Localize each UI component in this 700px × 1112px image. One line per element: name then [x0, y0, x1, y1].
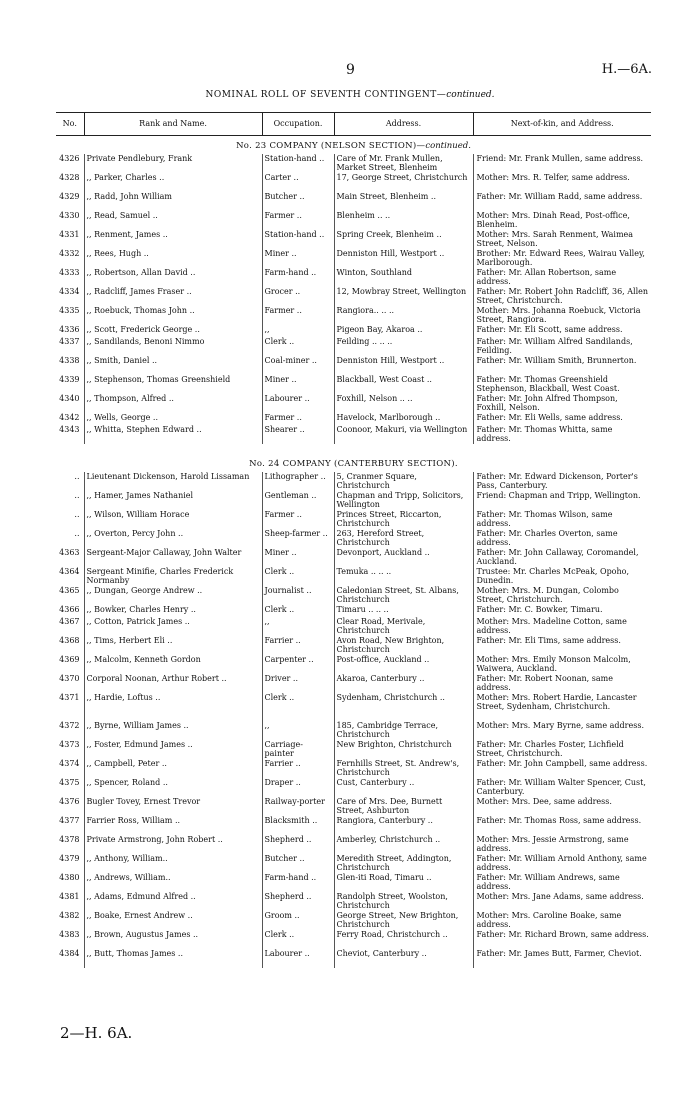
cell-no: 4342 — [59, 413, 80, 422]
table-row — [56, 636, 651, 655]
cell-occ: Farmer .. — [262, 306, 334, 325]
cell-addr: 17, George Street, Christchurch — [334, 173, 473, 192]
cell-addr: Akaroa, Canterbury .. — [334, 674, 473, 693]
roll-title-text: NOMINAL ROLL OF SEVENTH CONTINGENT— — [205, 90, 447, 100]
cell-no: .. — [74, 491, 80, 500]
cell-kin: Father: Mr. William Alfred Sandilands, Feilding. — [473, 337, 651, 356]
cell-name: Bugler Tovey, Ernest Trevor — [84, 797, 262, 816]
cell-name: ,, Bowker, Charles Henry .. — [84, 605, 262, 617]
cell-no: 4369 — [59, 655, 80, 664]
cell-name: ,, Tims, Herbert Eli .. — [84, 636, 262, 655]
cell-addr: Fernhills Street, St. Andrew's, Christchurch — [334, 759, 473, 778]
table-row — [56, 693, 651, 721]
cell-addr: 5, Cranmer Square, Christchurch — [334, 472, 473, 491]
cell-name: ,, Radd, John William — [84, 192, 262, 211]
page-number: 9 — [346, 62, 355, 78]
cell-addr: Cheviot, Canterbury .. — [334, 949, 473, 968]
table-row — [56, 230, 651, 249]
column-header: Rank and Name. — [84, 113, 262, 136]
cell-no: 4377 — [59, 816, 80, 825]
cell-name: Farrier Ross, William .. — [84, 816, 262, 835]
table-row — [56, 154, 651, 173]
cell-name: ,, Overton, Percy John .. — [84, 529, 262, 548]
cell-occ: Shepherd .. — [262, 835, 334, 854]
cell-occ: Labourer .. — [262, 949, 334, 968]
cell-kin: Mother: Mrs. Johanna Roebuck, Victoria Street, Rangiora. — [473, 306, 651, 325]
cell-addr: Spring Creek, Blenheim .. — [334, 230, 473, 249]
cell-occ: Farm-hand .. — [262, 268, 334, 287]
cell-name: ,, Brown, Augustus James .. — [84, 930, 262, 949]
table-row — [56, 854, 651, 873]
cell-kin: Father: Mr. Thomas Whitta, same address. — [473, 425, 651, 444]
cell-occ: Gentleman .. — [262, 491, 334, 510]
section-title — [56, 454, 651, 472]
cell-no: 4367 — [59, 617, 80, 626]
cell-occ: Butcher .. — [262, 192, 334, 211]
cell-kin: Father: Mr. William Smith, Brunnerton. — [473, 356, 651, 375]
cell-name: ,, Campbell, Peter .. — [84, 759, 262, 778]
cell-addr: Temuka .. .. .. — [334, 567, 473, 586]
cell-no: 4329 — [59, 192, 80, 201]
cell-kin: Mother: Mrs. Jane Adams, same address. — [473, 892, 651, 911]
cell-name: Sergeant Minifie, Charles Frederick Normanby — [84, 567, 262, 586]
cell-name: ,, Whitta, Stephen Edward .. — [84, 425, 262, 444]
table-row — [56, 394, 651, 413]
cell-name: Private Armstrong, John Robert .. — [84, 835, 262, 854]
cell-addr: New Brighton, Christchurch — [334, 740, 473, 759]
cell-addr: Cust, Canterbury .. — [334, 778, 473, 797]
cell-kin: Father: Mr. William Radd, same address. — [473, 192, 651, 211]
cell-name: Sergeant-Major Callaway, John Walter — [84, 548, 262, 567]
cell-name: ,, Stephenson, Thomas Greenshield — [84, 375, 262, 394]
cell-occ: Farrier .. — [262, 759, 334, 778]
cell-no: 4368 — [59, 636, 80, 645]
cell-addr: Randolph Street, Woolston, Christchurch — [334, 892, 473, 911]
cell-addr: Chapman and Tripp, Solicitors, Wellington — [334, 491, 473, 510]
cell-occ: Driver .. — [262, 674, 334, 693]
gap-cell — [56, 444, 651, 454]
table-row — [56, 472, 651, 491]
table-row — [56, 192, 651, 211]
cell-addr: George Street, New Brighton, Christchurch — [334, 911, 473, 930]
cell-occ: Miner .. — [262, 548, 334, 567]
cell-kin: Father: Mr. Thomas Wilson, same address. — [473, 510, 651, 529]
cell-name: ,, Smith, Daniel .. — [84, 356, 262, 375]
cell-name: ,, Butt, Thomas James .. — [84, 949, 262, 968]
cell-name: ,, Adams, Edmund Alfred .. — [84, 892, 262, 911]
column-header: Occupation. — [262, 113, 334, 136]
cell-occ: Grocer .. — [262, 287, 334, 306]
cell-occ: Journalist .. — [262, 586, 334, 605]
cell-kin: Mother: Mrs. Dee, same address. — [473, 797, 651, 816]
cell-occ: Clerk .. — [262, 930, 334, 949]
cell-kin: Mother: Mrs. Sarah Renment, Waimea Street, Nelson. — [473, 230, 651, 249]
cell-no: 4343 — [59, 425, 80, 434]
cell-addr: 185, Cambridge Terrace, Christchurch — [334, 721, 473, 740]
cell-name: ,, Dungan, George Andrew .. — [84, 586, 262, 605]
cell-occ: Butcher .. — [262, 854, 334, 873]
cell-occ: Labourer .. — [262, 394, 334, 413]
cell-name: ,, Anthony, William.. — [84, 854, 262, 873]
section-header-row — [56, 136, 651, 155]
cell-no: 4366 — [59, 605, 80, 614]
cell-addr: Pigeon Bay, Akaroa .. — [334, 325, 473, 337]
table-row — [56, 375, 651, 394]
cell-addr: Timaru .. .. .. — [334, 605, 473, 617]
cell-kin: Father: Mr. William Walter Spencer, Cust, Canterbury. — [473, 778, 651, 797]
cell-no: 4335 — [59, 306, 80, 315]
document-reference: H.—6A. — [601, 62, 652, 77]
cell-no: 4334 — [59, 287, 80, 296]
table-row — [56, 413, 651, 425]
cell-occ: Farmer .. — [262, 510, 334, 529]
cell-occ: Clerk .. — [262, 605, 334, 617]
cell-name: ,, Spencer, Roland .. — [84, 778, 262, 797]
cell-no: 4371 — [59, 693, 80, 702]
cell-addr: Havelock, Marlborough .. — [334, 413, 473, 425]
table-row — [56, 249, 651, 268]
cell-addr: Foxhill, Nelson .. .. — [334, 394, 473, 413]
cell-name: ,, Andrews, William.. — [84, 873, 262, 892]
table-row — [56, 268, 651, 287]
cell-occ: Miner .. — [262, 375, 334, 394]
table-row — [56, 617, 651, 636]
cell-name: ,, Malcolm, Kenneth Gordon — [84, 655, 262, 674]
cell-occ: Farmer .. — [262, 413, 334, 425]
table-row — [56, 759, 651, 778]
table-row — [56, 655, 651, 674]
cell-addr: Sydenham, Christchurch .. — [334, 693, 473, 721]
cell-no: 4330 — [59, 211, 80, 220]
cell-kin: Friend: Chapman and Tripp, Wellington. — [473, 491, 651, 510]
cell-name: ,, Scott, Frederick George .. — [84, 325, 262, 337]
table-row — [56, 337, 651, 356]
cell-no: 4331 — [59, 230, 80, 239]
cell-occ: Carter .. — [262, 173, 334, 192]
cell-kin: Mother: Mrs. Emily Monson Malcolm, Waiwera, Auckland. — [473, 655, 651, 674]
cell-occ: ,, — [262, 721, 334, 740]
table-row — [56, 949, 651, 968]
cell-no: 4340 — [59, 394, 80, 403]
cell-name: ,, Rees, Hugh .. — [84, 249, 262, 268]
table-row — [56, 740, 651, 759]
cell-kin: Brother: Mr. Edward Rees, Wairau Valley, Marlborough. — [473, 249, 651, 268]
cell-name: ,, Robertson, Allan David .. — [84, 268, 262, 287]
cell-name: ,, Radcliff, James Fraser .. — [84, 287, 262, 306]
cell-kin: Father: Mr. James Butt, Farmer, Cheviot. — [473, 949, 651, 968]
cell-no: 4365 — [59, 586, 80, 595]
roll-body — [56, 136, 651, 969]
cell-no: 4338 — [59, 356, 80, 365]
cell-no: 4380 — [59, 873, 80, 882]
cell-addr: Meredith Street, Addington, Christchurch — [334, 854, 473, 873]
cell-kin: Father: Mr. Thomas Greenshield Stephenson, Blackball, West Coast. — [473, 375, 651, 394]
cell-occ: Farm-hand .. — [262, 873, 334, 892]
cell-occ: Miner .. — [262, 249, 334, 268]
cell-name: ,, Hamer, James Nathaniel — [84, 491, 262, 510]
table-row — [56, 529, 651, 548]
cell-kin: Father: Mr. C. Bowker, Timaru. — [473, 605, 651, 617]
cell-name: ,, Wilson, William Horace — [84, 510, 262, 529]
cell-occ: Sheep-farmer .. — [262, 529, 334, 548]
cell-name: ,, Cotton, Patrick James .. — [84, 617, 262, 636]
cell-kin: Father: Mr. John Campbell, same address. — [473, 759, 651, 778]
cell-kin: Father: Mr. Edward Dickenson, Porter's Pass, Canterbury. — [473, 472, 651, 491]
table-row — [56, 325, 651, 337]
cell-occ: Station-hand .. — [262, 230, 334, 249]
cell-kin: Father: Mr. Charles Foster, Lichfield Street, Christchurch. — [473, 740, 651, 759]
cell-no: 4372 — [59, 721, 80, 730]
cell-occ: ,, — [262, 617, 334, 636]
table-row — [56, 873, 651, 892]
table-row — [56, 306, 651, 325]
cell-no: 4375 — [59, 778, 80, 787]
cell-occ: Coal-miner .. — [262, 356, 334, 375]
cell-occ: Carpenter .. — [262, 655, 334, 674]
cell-no: 4381 — [59, 892, 80, 901]
cell-occ: Clerk .. — [262, 567, 334, 586]
cell-name: ,, Parker, Charles .. — [84, 173, 262, 192]
cell-addr: Devonport, Auckland .. — [334, 548, 473, 567]
table-row — [56, 211, 651, 230]
cell-no: 4370 — [59, 674, 80, 683]
cell-no: 4379 — [59, 854, 80, 863]
cell-occ: Clerk .. — [262, 693, 334, 721]
cell-no: 4373 — [59, 740, 80, 749]
cell-kin: Father: Mr. John Alfred Thompson, Foxhill, Nelson. — [473, 394, 651, 413]
cell-no: 4374 — [59, 759, 80, 768]
table-row — [56, 721, 651, 740]
cell-no: 4328 — [59, 173, 80, 182]
cell-addr: Care of Mrs. Dee, Burnett Street, Ashburton — [334, 797, 473, 816]
cell-kin: Friend: Mr. Frank Mullen, same address. — [473, 154, 651, 173]
cell-addr: Coonoor, Makuri, via Wellington — [334, 425, 473, 444]
section-title — [56, 136, 651, 155]
cell-name: ,, Boake, Ernest Andrew .. — [84, 911, 262, 930]
cell-no: .. — [74, 472, 80, 481]
cell-no: 4326 — [59, 154, 80, 163]
cell-name: ,, Foster, Edmund James .. — [84, 740, 262, 759]
column-header: Next-of-kin, and Address. — [473, 113, 651, 136]
cell-kin: Father: Mr. Thomas Ross, same address. — [473, 816, 651, 835]
page-footer: 2—H. 6A. — [60, 1024, 133, 1042]
cell-addr: Blenheim .. .. — [334, 211, 473, 230]
cell-addr: Rangiora.. .. .. — [334, 306, 473, 325]
section-header-row — [56, 454, 651, 472]
cell-kin: Father: Mr. Eli Scott, same address. — [473, 325, 651, 337]
cell-kin: Mother: Mrs. Jessie Armstrong, same address. — [473, 835, 651, 854]
cell-name: ,, Hardie, Loftus .. — [84, 693, 262, 721]
table-row — [56, 797, 651, 816]
cell-no: 4383 — [59, 930, 80, 939]
cell-addr: Post-office, Auckland .. — [334, 655, 473, 674]
cell-kin: Father: Mr. William Andrews, same address. — [473, 873, 651, 892]
table-row — [56, 586, 651, 605]
cell-kin: Father: Mr. Robert John Radcliff, 36, Allen Street, Christchurch. — [473, 287, 651, 306]
cell-no: 4384 — [59, 949, 80, 958]
cell-name: ,, Read, Samuel .. — [84, 211, 262, 230]
cell-no: .. — [74, 529, 80, 538]
table-row — [56, 911, 651, 930]
cell-occ: Groom .. — [262, 911, 334, 930]
cell-name: ,, Thompson, Alfred .. — [84, 394, 262, 413]
cell-name: ,, Byrne, William James .. — [84, 721, 262, 740]
cell-occ: Shearer .. — [262, 425, 334, 444]
cell-occ: Farmer .. — [262, 211, 334, 230]
cell-no: 4337 — [59, 337, 80, 346]
table-row — [56, 816, 651, 835]
table-row — [56, 510, 651, 529]
cell-no: 4378 — [59, 835, 80, 844]
cell-addr: Winton, Southland — [334, 268, 473, 287]
cell-occ: Railway-porter — [262, 797, 334, 816]
roll-title — [0, 90, 700, 100]
cell-occ: Station-hand .. — [262, 154, 334, 173]
cell-name: ,, Roebuck, Thomas John .. — [84, 306, 262, 325]
cell-no: 4363 — [59, 548, 80, 557]
table-row — [56, 425, 651, 444]
table-row — [56, 778, 651, 797]
table-row — [56, 605, 651, 617]
cell-occ: Carriage-painter — [262, 740, 334, 759]
cell-addr: Feilding .. .. .. — [334, 337, 473, 356]
cell-addr: Glen-iti Road, Timaru .. — [334, 873, 473, 892]
cell-addr: Blackball, West Coast .. — [334, 375, 473, 394]
cell-kin: Father: Mr. William Arnold Anthony, same address. — [473, 854, 651, 873]
roll-title-continued: continued. — [446, 90, 495, 100]
cell-kin: Mother: Mrs. R. Telfer, same address. — [473, 173, 651, 192]
cell-kin: Mother: Mrs. Dinah Read, Post-office, Blenheim. — [473, 211, 651, 230]
cell-no: 4382 — [59, 911, 80, 920]
cell-occ: Lithographer .. — [262, 472, 334, 491]
table-row — [56, 173, 651, 192]
cell-no: 4339 — [59, 375, 80, 384]
cell-no: 4364 — [59, 567, 80, 576]
table-row — [56, 356, 651, 375]
cell-kin: Father: Mr. Eli Wells, same address. — [473, 413, 651, 425]
cell-no: 4376 — [59, 797, 80, 806]
cell-no: 4333 — [59, 268, 80, 277]
section-title-text: No. 24 COMPANY (CANTERBURY SECTION). — [249, 459, 458, 469]
table-row — [56, 674, 651, 693]
table-row — [56, 491, 651, 510]
cell-kin: Father: Mr. Robert Noonan, same address. — [473, 674, 651, 693]
cell-occ: Blacksmith .. — [262, 816, 334, 835]
cell-no: 4336 — [59, 325, 80, 334]
column-header: Address. — [334, 113, 473, 136]
section-gap — [56, 444, 651, 454]
cell-kin: Trustee: Mr. Charles McPeak, Opoho, Dunedin. — [473, 567, 651, 586]
cell-name: Corporal Noonan, Arthur Robert .. — [84, 674, 262, 693]
cell-kin: Mother: Mrs. Mary Byrne, same address. — [473, 721, 651, 740]
nominal-roll-table — [56, 112, 651, 968]
column-header: No. — [56, 113, 84, 136]
cell-occ: Clerk .. — [262, 337, 334, 356]
cell-name: ,, Renment, James .. — [84, 230, 262, 249]
cell-addr: Care of Mr. Frank Mullen, Market Street, Blenheim — [334, 154, 473, 173]
cell-name: ,, Sandilands, Benoni Nimmo — [84, 337, 262, 356]
cell-kin: Father: Mr. Richard Brown, same address. — [473, 930, 651, 949]
table-row — [56, 287, 651, 306]
table-row — [56, 548, 651, 567]
cell-kin: Father: Mr. John Callaway, Coromandel, Auckland. — [473, 548, 651, 567]
cell-addr: Rangiora, Canterbury .. — [334, 816, 473, 835]
cell-occ: Shepherd .. — [262, 892, 334, 911]
table-row — [56, 892, 651, 911]
table-row — [56, 930, 651, 949]
cell-kin: Mother: Mrs. M. Dungan, Colombo Street, Christchurch. — [473, 586, 651, 605]
cell-kin: Father: Mr. Eli Tims, same address. — [473, 636, 651, 655]
cell-name: ,, Wells, George .. — [84, 413, 262, 425]
cell-addr: Caledonian Street, St. Albans, Christchurch — [334, 586, 473, 605]
cell-addr: 263, Hereford Street, Christchurch — [334, 529, 473, 548]
cell-occ: Draper .. — [262, 778, 334, 797]
column-header-row — [56, 113, 651, 136]
cell-kin: Mother: Mrs. Caroline Boake, same address. — [473, 911, 651, 930]
cell-addr: Ferry Road, Christchurch .. — [334, 930, 473, 949]
cell-kin: Father: Mr. Allan Robertson, same address. — [473, 268, 651, 287]
cell-no: 4332 — [59, 249, 80, 258]
cell-no: .. — [74, 510, 80, 519]
section-title-text: No. 23 COMPANY (NELSON SECTION)— — [236, 141, 426, 151]
cell-addr: Avon Road, New Brighton, Christchurch — [334, 636, 473, 655]
cell-addr: Denniston Hill, Westport .. — [334, 356, 473, 375]
cell-addr: Princes Street, Riccarton, Christchurch — [334, 510, 473, 529]
cell-addr: Main Street, Blenheim .. — [334, 192, 473, 211]
table-row — [56, 835, 651, 854]
cell-addr: Clear Road, Merivale, Christchurch — [334, 617, 473, 636]
cell-addr: 12, Mowbray Street, Wellington — [334, 287, 473, 306]
cell-name: Lieutenant Dickenson, Harold Lissaman — [84, 472, 262, 491]
cell-addr: Denniston Hill, Westport .. — [334, 249, 473, 268]
cell-name: Private Pendlebury, Frank — [84, 154, 262, 173]
cell-kin: Mother: Mrs. Robert Hardie, Lancaster Street, Sydenham, Christchurch. — [473, 693, 651, 721]
cell-occ: ,, — [262, 325, 334, 337]
table-row — [56, 567, 651, 586]
cell-kin: Father: Mr. Charles Overton, same address. — [473, 529, 651, 548]
section-title-continued: continued. — [425, 141, 471, 151]
cell-addr: Amberley, Christchurch .. — [334, 835, 473, 854]
cell-kin: Mother: Mrs. Madeline Cotton, same address. — [473, 617, 651, 636]
cell-occ: Farrier .. — [262, 636, 334, 655]
